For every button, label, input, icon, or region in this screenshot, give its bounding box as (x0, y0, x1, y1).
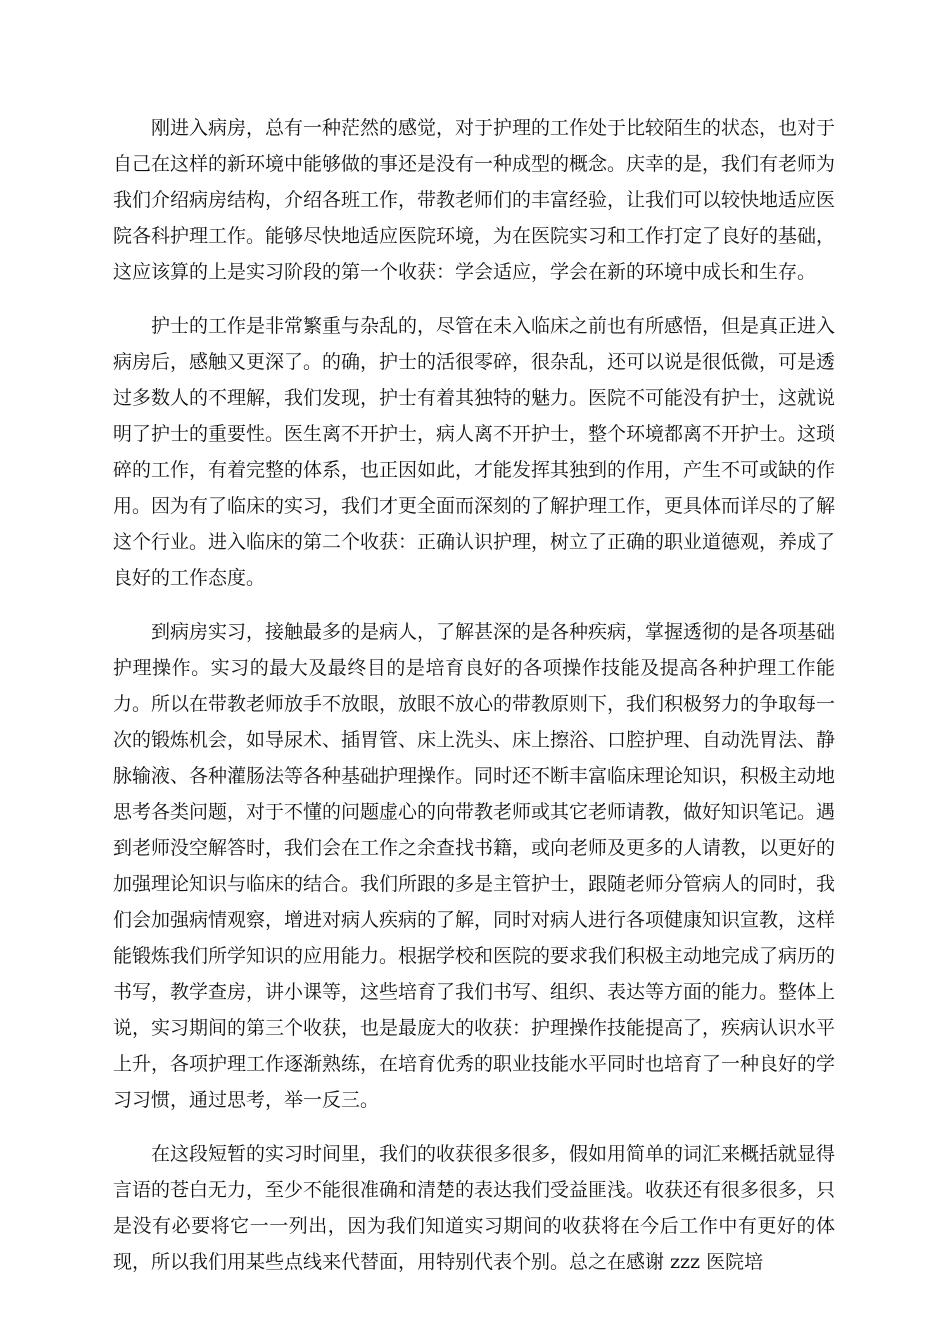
paragraph-4: 在这段短暂的实习时间里，我们的收获很多很多，假如用简单的词汇来概括就显得言语的苍白无力，至少不能很准确和清楚的表达我们受益匪浅。收获还有很多很多，只是没有必要将它一一列出，因为我们知道实习期间的收获将在今后工作中有更好的体现，所以我们用某些点线来代替面，用特别代表个别。总之在感谢 zzz 医院培 (113, 1143, 836, 1273)
document-page (113, 110, 835, 1298)
paragraph-1: 刚进入病房，总有一种茫然的感觉，对于护理的工作处于比较陌生的状态，也对于自己在这样的新环境中能够做的事还是没有一种成型的概念。庆幸的是，我们有老师为我们介绍病房结构，介绍各班工作，带教老师们的丰富经验，让我们可以较快地适应医院各科护理工作。能够尽快地适应医院环境，为在医院实习和工作打定了良好的基础，这应该算的上是实习阶段的第一个收获：学会适应，学会在新的环境中成长和生存。 (113, 117, 836, 283)
paragraph-3: 到病房实习，接触最多的是病人，了解甚深的是各种疾病，掌握透彻的是各项基础护理操作。实习的最大及最终目的是培育良好的各项操作技能及提高各种护理工作能力。所以在带教老师放手不放眼，放眼不放心的带教原则下，我们积极努力的争取每一次的锻炼机会，如导尿术、插胃管、床上洗头、床上擦浴、口腔护理、自动洗胃法、静脉输液、各种灌肠法等各种基础护理操作。同时还不断丰富临床理论知识，积极主动地思考各类问题，对于不懂的问题虚心的向带教老师或其它老师请教，做好知识笔记。遇到老师没空解答时，我们会在工作之余查找书籍，或向老师及更多的人请教，以更好的加强理论知识与临床的结合。我们所跟的多是主管护士，跟随老师分管病人的同时，我们会加强病情观察，增进对病人疾病的了解，同时对病人进行各项健康知识宣教，这样能锻炼我们所学知识的应用能力。根据学校和医院的要求我们积极主动地完成了病历的书写，教学查房，讲小课等，这些培育了我们书写、组织、表达等方面的能力。整体上说，实习期间的第三个收获，也是最庞大的收获：护理操作技能提高了，疾病认识水平上升，各项护理工作逐渐熟练，在培育优秀的职业技能水平同时也培育了一种良好的学习习惯，通过思考，举一反三。 (113, 621, 836, 1111)
paragraph-2: 护士的工作是非常繁重与杂乱的，尽管在未入临床之前也有所感悟，但是真正进入病房后，感触又更深了。的确，护士的活很零碎，很杂乱，还可以说是很低微，可是透过多数人的不理解，我们发现，护士有着其独特的魅力。医院不可能没有护士，这就说明了护士的重要性。医生离不开护士，病人离不开护士，整个环境都离不开护士。这琐碎的工作，有着完整的体系，也正因如此，才能发挥其独到的作用，产生不可或缺的作用。因为有了临床的实习，我们才更全面而深刻的了解护理工作，更具体而详尽的了解这个行业。进入临床的第二个收获：正确认识护理，树立了正确的职业道德观，养成了良好的工作态度。 (113, 315, 836, 589)
